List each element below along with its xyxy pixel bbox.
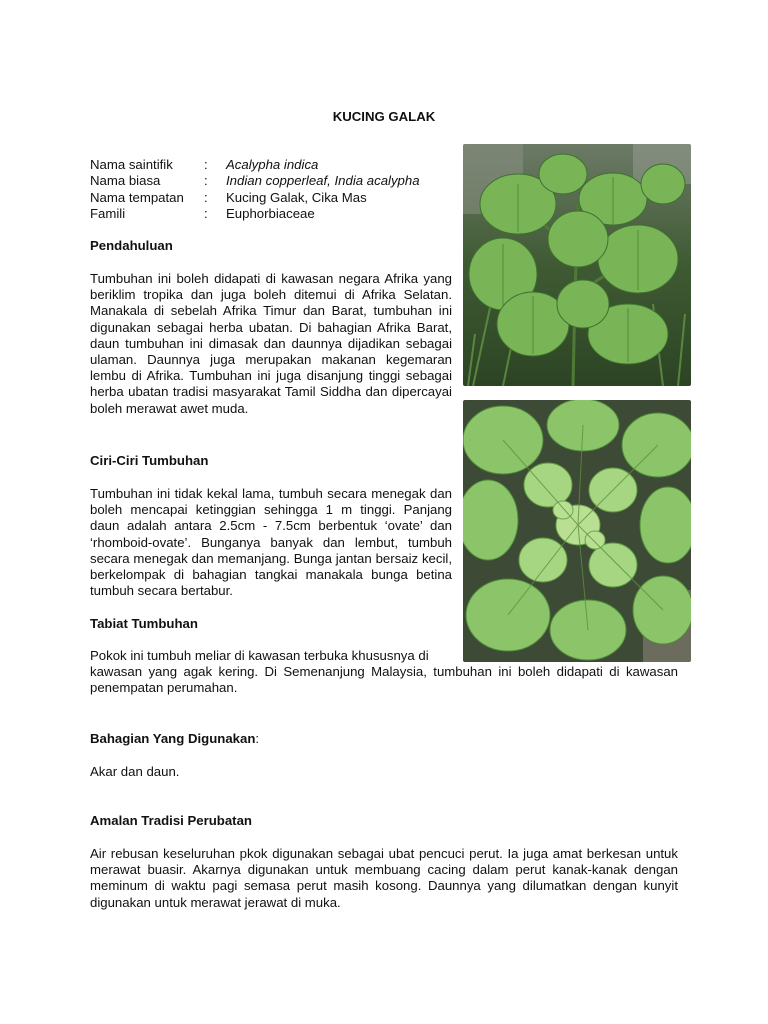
info-row-local-name [90, 190, 460, 206]
heading-tabiat: Tabiat Tumbuhan [90, 616, 198, 631]
info-colon: : [204, 189, 208, 205]
heading-bahagian-colon: : [255, 731, 260, 746]
page-title: KUCING GALAK [332, 109, 436, 124]
paragraph-amalan: Air rebusan keseluruhan pkok digunakan sebagai ubat pencuci perut. Ia juga amat berkesan untuk merawat buasir. Akarnya digunakan untuk membuang cacing dalam perut kanak-kanak dengan meminum di waktu pagi semasa perut masih kosong. Daunnya yang dilumatkan dengan kunyit digunakan untuk merawat jerawat di muka. [90, 846, 678, 910]
heading-ciri-ciri: Ciri-Ciri Tumbuhan [90, 453, 209, 468]
heading-bahagian [90, 731, 259, 747]
info-label: Nama tempatan [90, 189, 184, 205]
info-value: Kucing Galak, Cika Mas [226, 189, 367, 205]
paragraph-pendahuluan: Tumbuhan ini boleh didapati di kawasan negara Afrika yang beriklim tropika dan juga boleh ditemui di Afrika Selatan. Manakala di sebelah Afrika Timur dan Barat, tumbuhan ini digunakan sebagai herba ubatan. Di bahagian Afrika Barat, daun tumbuhan ini dimasak dan daunnya dijadikan sebagai ulaman. Daunnya juga merupakan makanan kegemaran lembu di Afrika. Tumbuhan ini juga disanjung tinggi sebagai herba ubatan tradisi masyarakat Tamil Siddha dan dipercayai boleh merawat awet muda. [90, 271, 452, 416]
info-colon: : [204, 157, 208, 172]
paragraph-tabiat-rest: kawasan yang agak kering. Di Semenanjung Malaysia, tumbuhan ini boleh didapati di kawasan penempatan perumahan. [90, 664, 678, 696]
heading-pendahuluan: Pendahuluan [90, 238, 173, 253]
plant-info-list [90, 157, 460, 223]
plant-photo-top-view [463, 400, 691, 662]
info-row-scientific-name [90, 157, 460, 173]
info-value: Indian copperleaf, India acalypha [226, 173, 420, 189]
info-value: Euphorbiaceae [226, 206, 315, 222]
info-label: Nama biasa [90, 173, 161, 189]
info-row-family [90, 206, 460, 222]
heading-bahagian-text: Bahagian Yang Digunakan [90, 731, 256, 746]
info-colon: : [204, 173, 208, 189]
info-row-common-name [90, 173, 460, 189]
info-label: Nama saintifik [90, 157, 173, 172]
info-value: Acalypha indica [226, 157, 319, 172]
paragraph-bahagian: Akar dan daun. [90, 764, 180, 779]
paragraph-tabiat-line1: Pokok ini tumbuh meliar di kawasan terbuka khususnya di [90, 648, 429, 663]
paragraph-ciri-ciri: Tumbuhan ini tidak kekal lama, tumbuh secara menegak dan boleh mencapai ketinggian sehingga 1 m tinggi. Panjang daun adalah antara 2.5cm - 7.5cm berbentuk ‘ovate’ dan ‘rhomboid-ovate’. Bunganya banyak dan lembut, tumbuh secara menegak dan memanjang. Bunga jantan bersaiz kecil, berkelompak di bahagian tangkai manakala bunga betina tumbuh secara bertabur. [90, 486, 452, 599]
heading-amalan: Amalan Tradisi Perubatan [90, 813, 252, 828]
info-label: Famili [90, 206, 126, 222]
plant-photo-side-view [463, 144, 691, 386]
info-colon: : [204, 206, 208, 222]
